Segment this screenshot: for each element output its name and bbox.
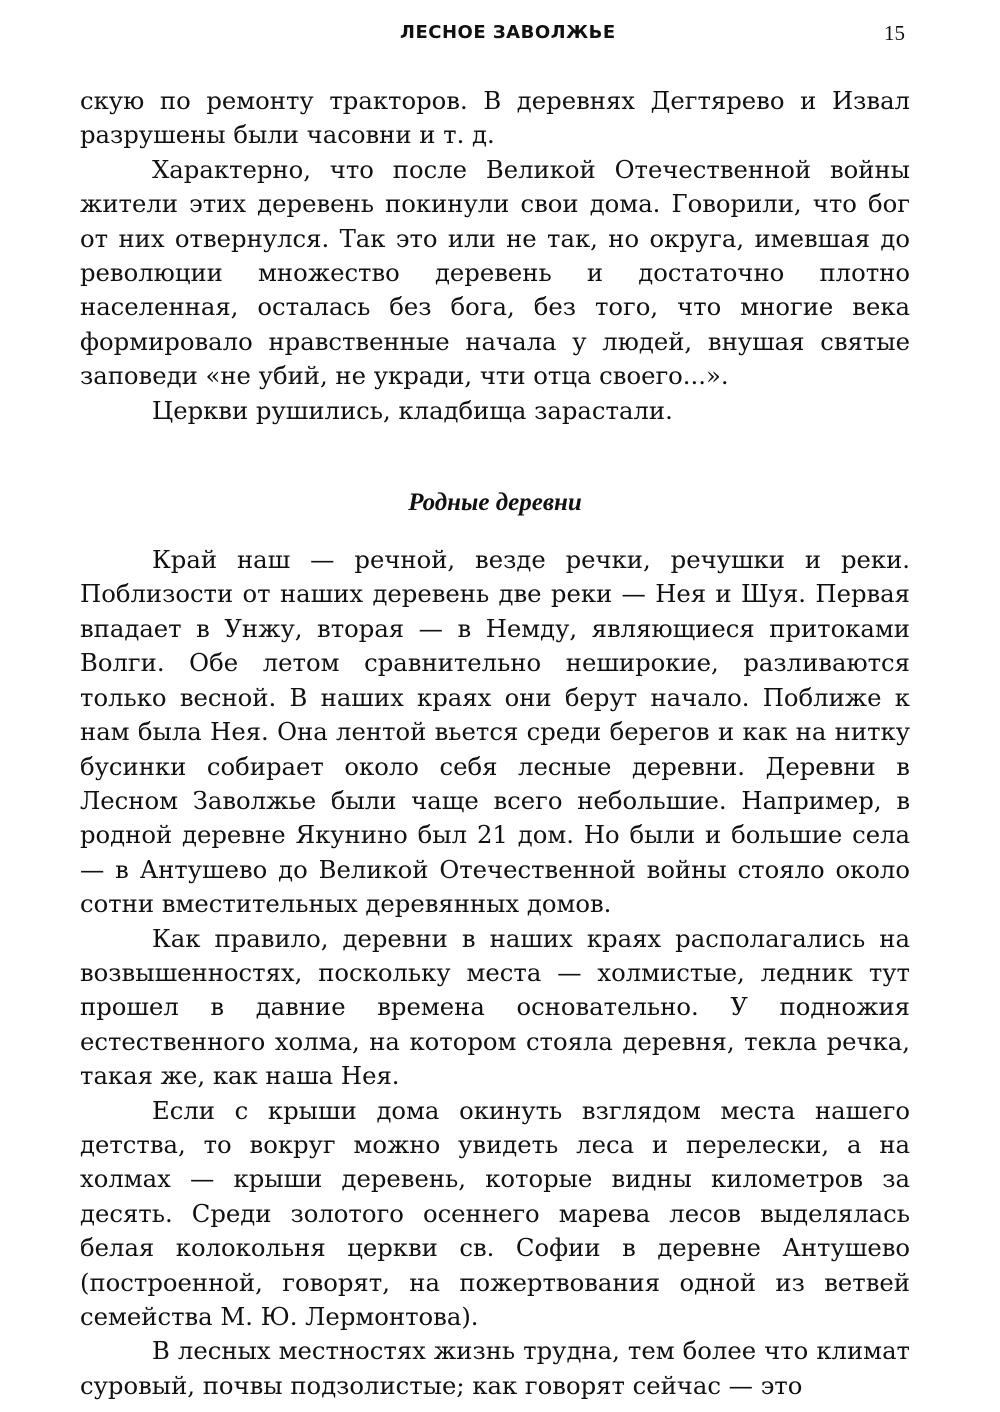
body-text — [80, 84, 910, 1403]
running-title: ЛЕСНОЕ ЗАВОЛЖЬЕ — [400, 22, 616, 43]
paragraph: Церкви рушились, кладбища зарастали. — [152, 395, 673, 425]
paragraph: Если с крыши дома окинуть взглядом места нашего детства, то вокруг можно увидеть леса и перелески, а на холмах — крыши деревень, которые видны километров за десять. Среди золотого осеннего марева лесов выделялась белая колокольня церкви св. Софии в деревне Антушево (построенной, говорят, на пожертвования одной из ветвей семейства М. Ю. Лермонтова). — [80, 1095, 910, 1331]
paragraph: Край наш — речной, везде речки, речушки и реки. Поблизости от наших деревень две реки — Нея и Шуя. Первая впадает в Унжу, вторая — в Немду, являющиеся притоками Волги. Обе летом сравнительно неширокие, разливаются только весной. В наших краях они берут начало. Поближе к нам была Нея. Она лентой вьется среди берегов и как на нитку бусинки собирает около себя лесные деревни. Деревни в Лесном Заволжье были чаще всего небольшие. Например, в родной деревне Якунино был 21 дом. Но были и большие села — в Антушево до Великой Отечественной войны стояло около сотни вместительных деревянных домов. — [80, 545, 910, 919]
paragraph: В лесных местностях жизнь трудна, тем более что климат суровый, почвы подзолистые; как говорят сейчас — это — [80, 1336, 910, 1400]
paragraph: скую по ремонту тракторов. В деревнях Дегтярево и Извал разрушены были часовни и т. д. — [80, 86, 910, 150]
section-heading: Родные деревни — [408, 489, 582, 517]
page-number: 15 — [884, 21, 905, 45]
paragraph: Характерно, что после Великой Отечественной войны жители этих деревень покинули свои дома. Говорили, что бог от них отвернулся. Так это или не так, но округа, имевшая до революции множество деревень и достаточно плотно населенная, осталась без бога, без того, что многие века формировало нравственные начала у людей, внушая святые заповеди «не убий, не укради, чти отца своего...». — [80, 154, 910, 391]
paragraph: Как правило, деревни в наших краях располагались на возвышенностях, поскольку места — холмистые, ледник тут прошел в давние времена основательно. У подножия естественного холма, на котором стояла деревня, текла речка, такая же, как наша Нея. — [80, 923, 910, 1091]
